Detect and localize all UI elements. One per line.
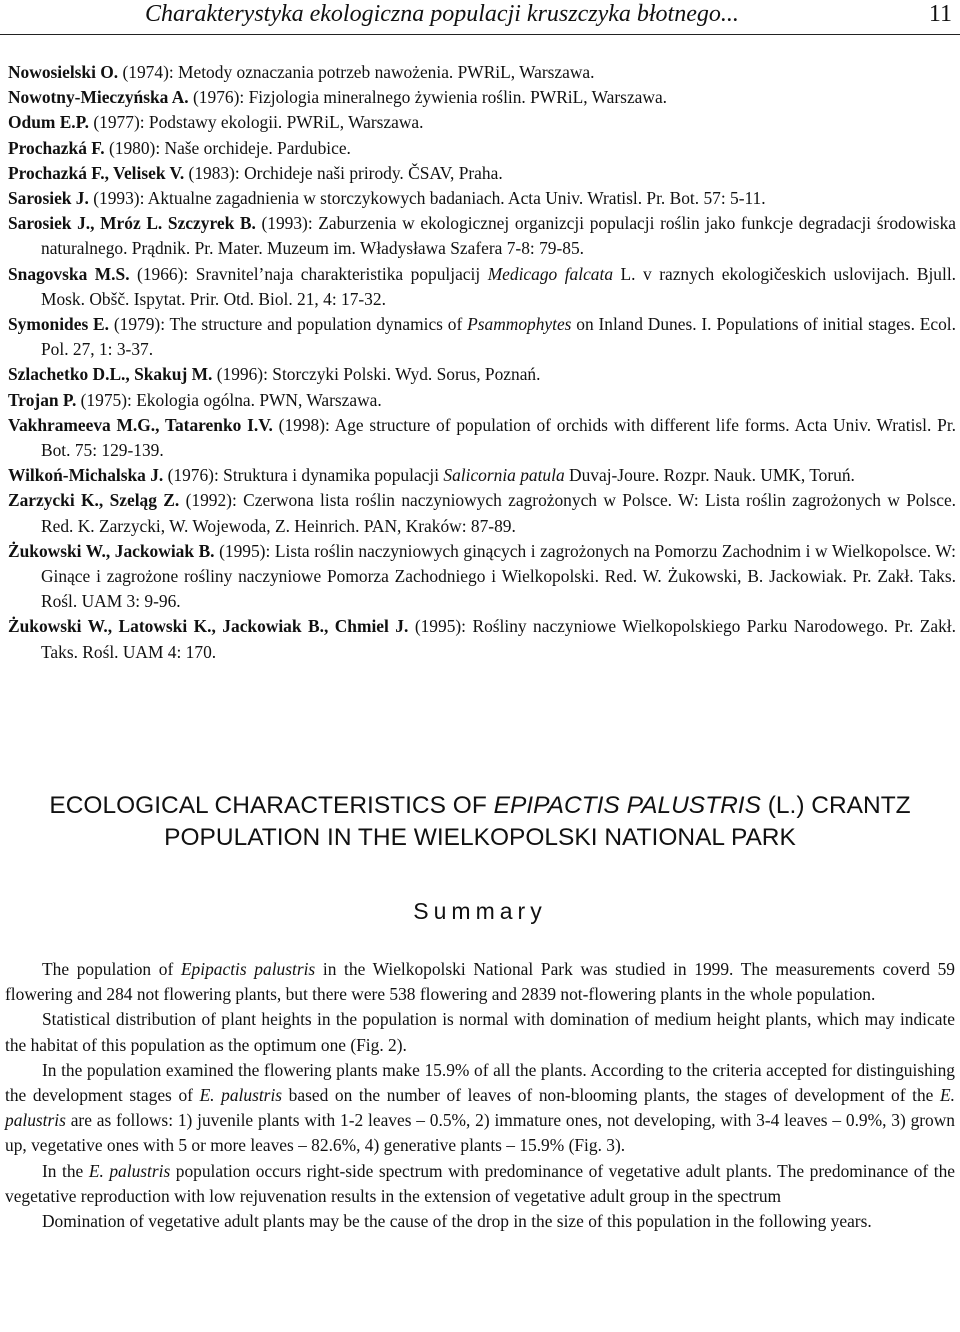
reference-item [8, 161, 956, 186]
reference-text: (1993): Aktualne zagadnienia w storczykowych badaniach. Acta Univ. Wratisl. Pr. Bot. 57: 5-11. [88, 188, 766, 209]
reference-authors: Prochazká F. [8, 137, 105, 158]
reference-taxon: Medicago falcata [487, 263, 614, 284]
reference-authors: Żukowski W., Latowski K., Jackowiak B., Chmiel J. [8, 616, 409, 637]
summary-taxon: E. palustris [5, 1085, 956, 1131]
reference-text: (1966): Sravnitel’naja charakteristika populjacij [129, 263, 488, 284]
summary-title-line-1 [0, 790, 960, 822]
reference-text: L. v raznych ekologičeskich uslovijach. Bjull. Mosk. Obšč. Ispytat. Prir. Otd. Biol. 21, 4: 17-32. [41, 263, 957, 309]
reference-text: (1976): Struktura i dynamika populacji [163, 465, 444, 486]
summary-paragraph [5, 957, 955, 1007]
summary-title-text: ECOLOGICAL CHARACTERISTICS OF [49, 792, 494, 819]
header-rule [0, 34, 960, 35]
reference-authors: Żukowski W., Jackowiak B. [8, 540, 215, 561]
reference-text: (1995): Rośliny naczyniowe Wielkopolskiego Parku Narodowego. Pr. Zakł. Taks. Rośl. UAM 4: 170. [41, 616, 956, 662]
page-header [0, 0, 960, 54]
reference-text: (1979): The structure and population dynamics of [109, 314, 468, 335]
reference-text: (1996): Storczyki Polski. Wyd. Sorus, Poznań. [212, 364, 541, 385]
reference-text: (1998): Age structure of population of orchids with different life forms. Acta Univ. Wratisl. Pr. Bot. 75: 129-139. [41, 414, 956, 461]
reference-text: (1975): Ekologia ogólna. PWN, Warszawa. [76, 389, 382, 410]
reference-item [8, 110, 956, 135]
summary-text: are as follows: 1) juvenile plants with 1-2 leaves – 0.5%, 2) immature ones, not developing, with 3-4 leaves – 0.9%, 3) grown up, vegetative ones with 5 or more leaves – 82.6%, 4) generative plants – 15.9% (Fig. 3). [5, 1110, 955, 1156]
reference-authors: Trojan P. [8, 389, 77, 410]
reference-item [8, 211, 956, 261]
summary-text: population occurs right-side spectrum with predominance of vegetative adult plants. The predominance of the vegetative reproduction with low rejuvenation results in the extension of vegetative adult group in the spectrum [5, 1160, 956, 1206]
reference-authors: Odum E.P. [8, 112, 90, 133]
reference-item [8, 312, 956, 362]
summary-text: based on the number of leaves of non-blooming plants, the stages of development of the [282, 1085, 941, 1106]
reference-authors: Vakhrameeva M.G., Tatarenko I.V. [8, 414, 273, 435]
reference-item [8, 136, 956, 161]
reference-item [8, 60, 956, 85]
reference-authors: Zarzycki K., Szeląg Z. [8, 490, 180, 511]
reference-text: (1976): Fizjologia mineralnego żywienia roślin. PWRiL, Warszawa. [188, 87, 668, 108]
reference-item [8, 539, 956, 615]
reference-taxon: Psammophytes [467, 314, 572, 335]
reference-authors: Sarosiek J. [8, 188, 89, 209]
summary-text: In the [42, 1160, 89, 1181]
reference-text: (1993): Zaburzenia w ekologicznej organizcji populacji roślin jako funkcje degradacji środowiska naturalnego. Prądnik. Pr. Mater. Muzeum im. Władysława Szafera 7-8: 79-85. [41, 213, 956, 259]
reference-text: (1995): Lista roślin naczyniowych ginących i zagrożonych na Pomorzu Zachodnim i w Wielkopolsce. W: Ginące i zagrożone rośliny naczyniowe Pomorza Zachodniego i Wielkopolski. Red. W. Żukowski, B. Jackowiak. Pr. Zakł. Taks. Rośl. UAM 3: 9-96. [41, 540, 956, 612]
summary-title-line-2: POPULATION IN THE WIELKOPOLSKI NATIONAL PARK [164, 824, 796, 851]
reference-authors: Prochazká F., Velisek V. [8, 162, 185, 183]
reference-text: Duvaj-Joure. Rozpr. Nauk. UMK, Toruń. [564, 465, 855, 486]
reference-item [8, 85, 956, 110]
reference-authors: Snagovska M.S. [8, 263, 130, 284]
summary-paragraph [5, 1007, 955, 1057]
summary-paragraph [5, 1209, 955, 1234]
reference-authors: Wilkoń-Michalska J. [8, 465, 164, 486]
reference-item [8, 488, 956, 538]
summary-title-taxon: EPIPACTIS PALUSTRIS [493, 792, 761, 819]
page-number: 11 [928, 1, 952, 27]
summary-text: Domination of vegetative adult plants may be the cause of the drop in the size of this population in the following years. [42, 1211, 872, 1232]
summary-text: In the population examined the flowering plants make 15.9% of all the plants. According to the criteria accepted for distinguishing the development stages of [5, 1059, 955, 1106]
summary-paragraph [5, 1058, 955, 1159]
summary-paragraph [5, 1159, 955, 1209]
reference-item [8, 463, 956, 488]
summary-text: The population of [42, 959, 181, 979]
reference-text: (1977): Podstawy ekologii. PWRiL, Warszawa. [89, 112, 424, 133]
reference-item [8, 388, 956, 413]
reference-authors: Symonides E. [8, 314, 109, 335]
reference-item [8, 362, 956, 387]
reference-authors: Szlachetko D.L., Skakuj M. [8, 364, 213, 385]
reference-item [8, 413, 956, 463]
summary-taxon: E. palustris [88, 1160, 171, 1181]
reference-item [8, 614, 956, 664]
summary-taxon: Epipactis palustris [180, 959, 316, 979]
reference-item [8, 186, 956, 211]
reference-text: on Inland Dunes. I. Populations of initial stages. Ecol. Pol. 27, 1: 3-37. [41, 314, 956, 360]
reference-list [8, 60, 956, 665]
summary-heading: Summary [413, 898, 547, 924]
running-title: Charakterystyka ekologiczna populacji kruszczyka błotnego... [145, 1, 739, 27]
reference-authors: Sarosiek J., Mróz L. Szczyrek B. [8, 213, 256, 234]
summary-text: in the Wielkopolski National Park was studied in 1999. The measurements coverd 59 flowering and 284 not flowering plants, but there were 538 flowering and 2839 not-flowering plants in the whole population. [5, 959, 955, 1005]
reference-text: (1992): Czerwona lista roślin naczyniowych zagrożonych w Polsce. W: Lista roślin zagrożonych w Polsce. Red. K. Zarzycki, W. Wojewoda, Z. Heinrich. PAN, Kraków: 87-89. [41, 490, 957, 536]
reference-taxon: Salicornia patula [443, 465, 565, 486]
reference-text: (1974): Metody oznaczania potrzeb nawożenia. PWRiL, Warszawa. [118, 62, 595, 82]
reference-item [8, 262, 956, 312]
reference-authors: Nowotny-Mieczyńska A. [8, 87, 189, 108]
summary-title [0, 790, 960, 854]
summary-body [5, 957, 955, 1234]
reference-text: (1980): Naše orchideje. Pardubice. [104, 137, 351, 158]
reference-text: (1983): Orchideje naši prirody. ČSAV, Praha. [184, 162, 503, 183]
reference-authors: Nowosielski O. [8, 62, 119, 82]
summary-text: Statistical distribution of plant heights in the population is normal with domination of medium height plants, which may indicate the habitat of this population as the optimum one (Fig. 2). [5, 1009, 955, 1055]
summary-taxon: E. palustris [199, 1085, 283, 1106]
summary-title-text: (L.) CRANTZ [760, 792, 911, 819]
